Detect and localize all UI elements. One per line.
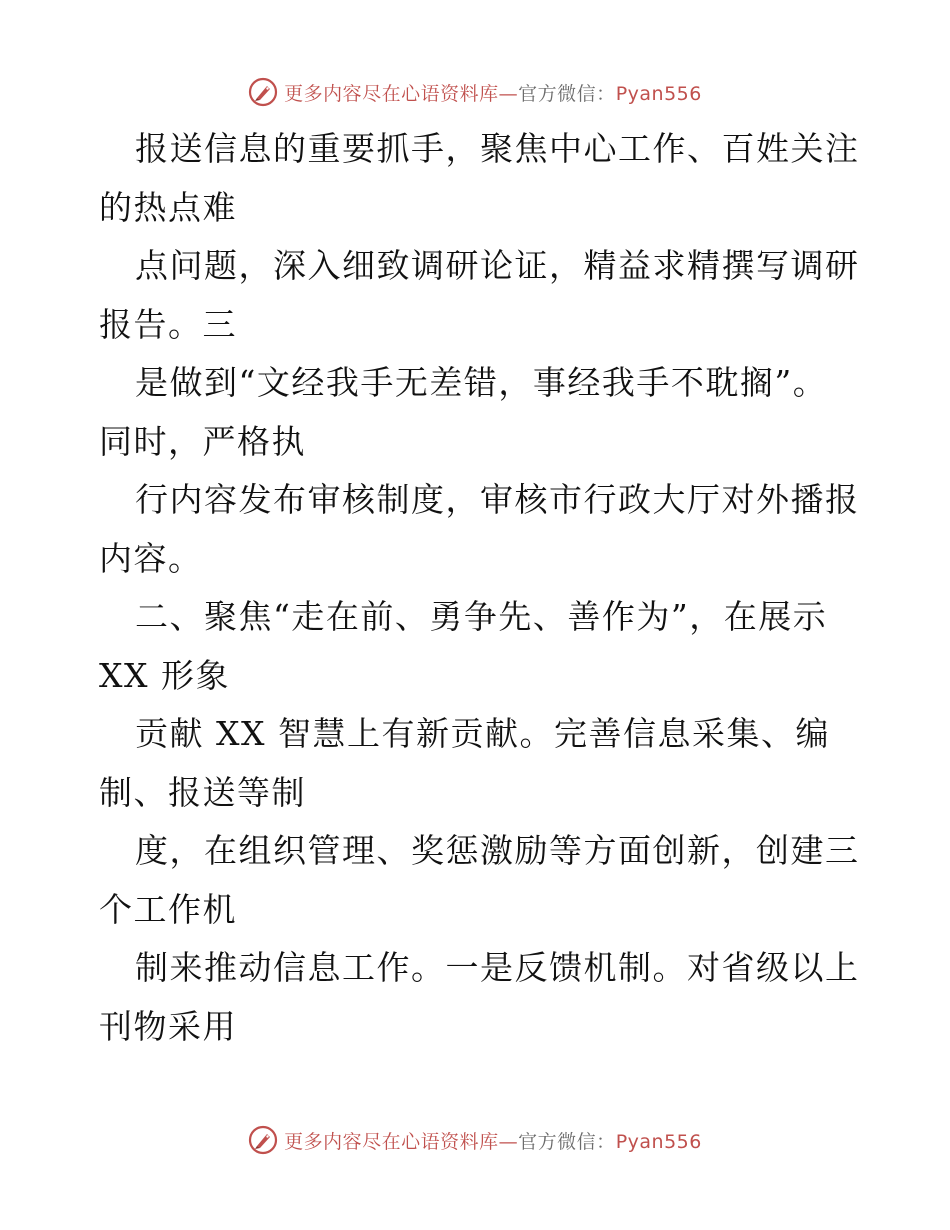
body-text-line: 行内容发布审核制度，审核市行政大厅对外播报 (135, 480, 860, 519)
header-separator: — (498, 82, 519, 105)
body-text-line: 制来推动信息工作。一是反馈机制。对省级以上 (135, 948, 860, 987)
body-text-line: 度，在组织管理、奖惩激励等方面创新，创建三 (135, 831, 860, 870)
header-site-text: 更多内容尽在心语资料库 (284, 82, 499, 105)
footer-separator: — (498, 1130, 519, 1153)
body-text-line: 二、聚焦“走在前、勇争先、善作为”，在展示 (135, 597, 828, 636)
footer-wechat-id: Pyan556 (615, 1130, 702, 1153)
body-text-line: 个工作机 (99, 889, 237, 929)
body-text-line: 制、报送等制 (99, 772, 306, 812)
header-wechat-id: Pyan556 (615, 82, 702, 105)
header-banner-text (284, 79, 702, 106)
body-text-line: 的热点难 (99, 187, 237, 227)
footer-banner-text (284, 1127, 702, 1154)
pen-nib-logo-icon (248, 77, 278, 107)
footer-wechat-label: 官方微信： (518, 1130, 616, 1153)
header-wechat-label: 官方微信： (518, 82, 616, 105)
body-text-line: 内容。 (99, 538, 203, 578)
document-body (99, 120, 859, 1056)
pen-nib-logo-icon (248, 1125, 278, 1155)
header-banner (0, 72, 950, 112)
body-text-line: 点问题，深入细致调研论证，精益求精撰写调研 (135, 246, 860, 285)
body-text-line: 贡献 XX 智慧上有新贡献。完善信息采集、编 (135, 714, 830, 753)
footer-site-text: 更多内容尽在心语资料库 (284, 1130, 499, 1153)
body-text-line: 同时，严格执 (99, 421, 306, 461)
body-text-line: 刊物采用 (99, 1006, 237, 1046)
body-text-line: 报告。三 (99, 304, 237, 344)
footer-banner (0, 1120, 950, 1160)
body-text-line: 报送信息的重要抓手，聚焦中心工作、百姓关注 (135, 129, 860, 168)
body-text-line: XX 形象 (99, 655, 230, 695)
body-text-line: 是做到“文经我手无差错，事经我手不耽搁”。 (135, 363, 828, 402)
